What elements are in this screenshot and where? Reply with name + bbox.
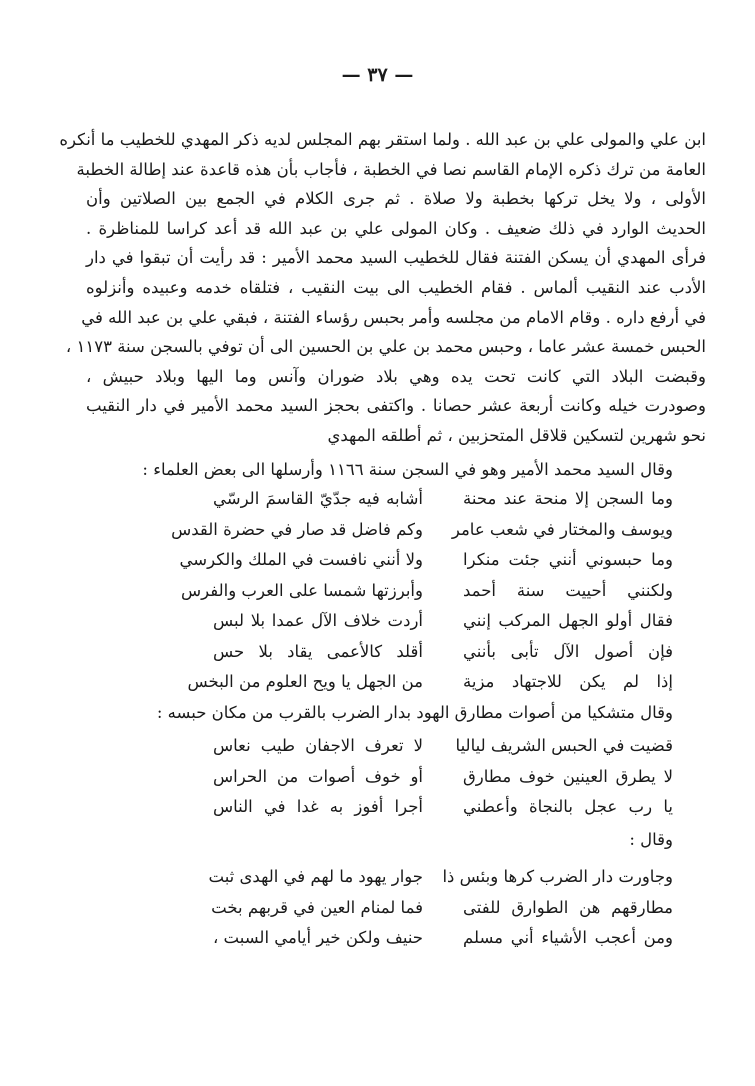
verse-first-hemistich: ويوسف والمختار في شعب عامر — [451, 519, 673, 539]
poem-verse — [73, 862, 673, 893]
prose-line: نحو شهرين لتسكين قلاقل المتحزبين ، ثم أطلقه المهدي — [327, 425, 706, 445]
prose-line: العامة من ترك ذكره الإمام القاسم نصا في الخطبة ، فأجاب بأن هذه قاعدة عند إطالة الخطبة — [76, 159, 706, 179]
prose-line: وصودرت خيله وكانت أربعة عشر حصانا . واكتفى بحجز السيد محمد الأمير في دار النقيب — [86, 396, 706, 416]
poem-verse — [73, 637, 673, 668]
verse-second-hemistich: حنيف ولكن خير أيامي السبت ، — [212, 928, 423, 947]
prose-line: فرأى المهدي أن يسكن الفتنة فقال للخطيب السيد محمد الأمير : قد رأيت أن تبقوا في دار — [86, 248, 706, 268]
poem-block — [73, 484, 673, 698]
verse-first-hemistich: وما السجن إلا منحة عند محنة — [463, 489, 673, 508]
verse-second-hemistich: أو خوف أصوات من الحراس — [213, 766, 423, 786]
prose-line: الحبس خمسة عشر عاما ، وحبس محمد بن علي بن الحسين الى أن توفي بالسجن سنة ١١٧٣ ، — [65, 337, 706, 357]
verse-first-hemistich: ومن أعجب الأشياء أني مسلم — [463, 928, 673, 947]
page-number: — ٣٧ — — [341, 64, 414, 86]
verse-first-hemistich: يا رب عجل بالنجاة وأعطني — [463, 797, 673, 816]
verse-second-hemistich: لا تعرف الاجفان طيب نعاس — [213, 736, 423, 755]
poem-verse — [73, 515, 673, 546]
poem-verse — [73, 667, 673, 698]
prose-line: الأولى ، ولا يخل تركها بخطبة ولا صلاة . ثم جرى الكلام في الجمع بين الصلاتين وأن — [86, 189, 706, 209]
prose-line: الحديث الوارد في ذلك ضعيف . وكان المولى علي بن عبد الله قد أعد كراسا للمناظرة . — [86, 218, 706, 238]
prose-line: الأدب عند النقيب ألماس . فقام الخطيب الى بيت النقيب ، فتلقاه خدمه وعبيده وأنزلوه — [86, 277, 706, 297]
poem-verse — [73, 792, 673, 823]
poem-intro: وقال السيد محمد الأمير وهو في السجن سنة ١١٦٦ وأرسلها الى بعض العلماء : — [142, 460, 673, 479]
verse-second-hemistich: جوار يهود ما لهم في الهدى ثبت — [208, 867, 423, 886]
verse-second-hemistich: وأبرزتها شمسا على العرب والفرس — [181, 580, 423, 600]
verse-first-hemistich: فإن أصول الآل تأبى بأنني — [463, 641, 673, 661]
verse-first-hemistich: إذا لم يكن للاجتهاد مزية — [463, 672, 673, 691]
verse-first-hemistich: فقال أولو الجهل المركب إنني — [463, 611, 673, 630]
prose-paragraph — [59, 125, 706, 451]
verse-first-hemistich: ولكنني أحييت سنة أحمد — [463, 580, 673, 600]
verse-second-hemistich: فما لمنام العين في قربهم بخت — [211, 897, 423, 917]
verse-first-hemistich: وما حبسوني أنني جئت منكرا — [463, 550, 673, 569]
poem-block — [73, 862, 673, 954]
verse-first-hemistich: لا يطرق العينين خوف مطارق — [463, 766, 673, 786]
poem-verse — [73, 484, 673, 515]
verse-second-hemistich: أشابه فيه جدّيّ القاسمَ الرسّي — [213, 489, 423, 508]
poem-verse — [73, 762, 673, 793]
poem-verse — [73, 893, 673, 924]
prose-line: في أرفع داره . وقام الامام من مجلسه وأمر بحبس رؤساء الفتنة ، فبقي علي بن عبد الله في — [81, 307, 706, 327]
poem-verse — [73, 576, 673, 607]
verse-second-hemistich: وكم فاضل قد صار في حضرة القدس — [171, 519, 423, 539]
poem-block — [73, 731, 673, 823]
poem-verse — [73, 606, 673, 637]
poem-verse — [73, 545, 673, 576]
verse-first-hemistich: مطارقهم هن الطوارق للفتى — [463, 897, 673, 917]
poem-intro: وقال : — [629, 830, 673, 849]
poem-intro: وقال متشكيا من أصوات مطارق الهود بدار الضرب بالقرب من مكان حبسه : — [156, 703, 673, 722]
prose-line: وقبضت البلاد التي كانت تحت يده وهي بلاد ضوران وآنس وما اليها وبلاد حبيش ، — [86, 366, 706, 386]
verse-second-hemistich: أردت خلاف الآل عمدا بلا لبس — [213, 611, 423, 630]
verse-first-hemistich: وجاورت دار الضرب كرها وبئس ذا — [442, 867, 673, 886]
poem-verse — [73, 923, 673, 954]
verse-second-hemistich: من الجهل يا ويح العلوم من البخس — [187, 672, 423, 691]
poem-verse — [73, 731, 673, 762]
verse-second-hemistich: ولا أنني نافست في الملك والكرسي — [179, 550, 423, 569]
prose-line: ابن علي والمولى علي بن عبد الله . ولما استقر بهم المجلس لديه ذكر المهدي للخطيب ما أنكره — [59, 130, 706, 149]
verse-first-hemistich: قضيت في الحبس الشريف لياليا — [455, 736, 673, 755]
verse-second-hemistich: أجرا أفوز به غدا في الناس — [213, 797, 423, 816]
verse-second-hemistich: أقلد كالأعمى يقاد بلا حس — [213, 641, 423, 661]
